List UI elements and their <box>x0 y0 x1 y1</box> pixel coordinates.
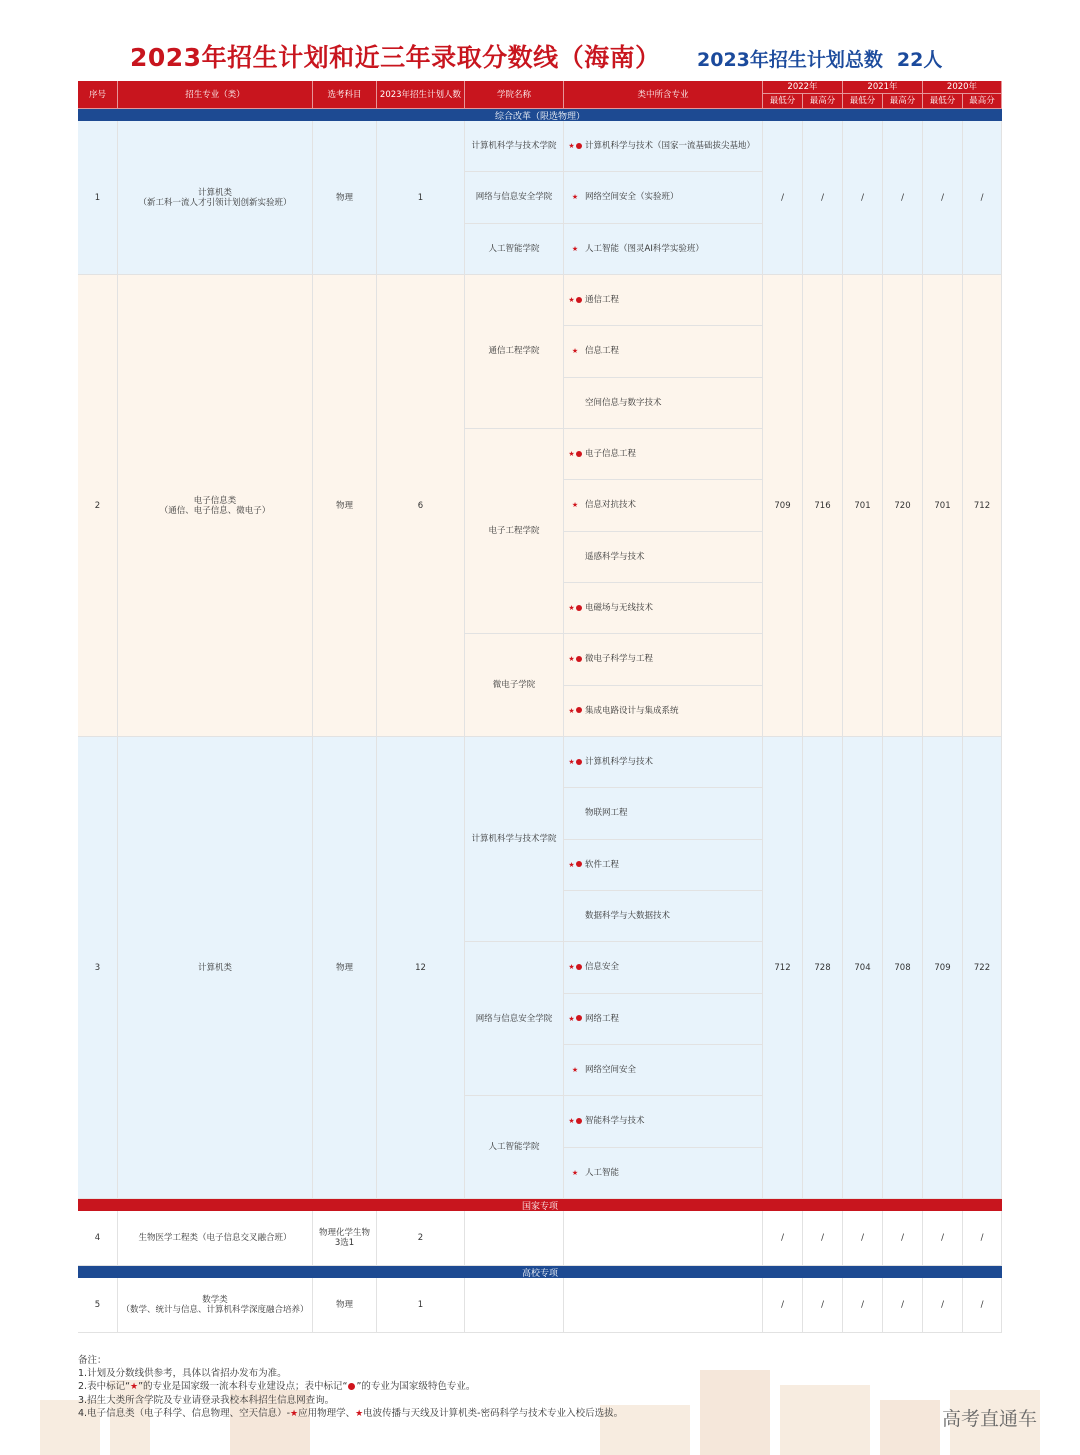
score-cell: 704 <box>843 737 883 1199</box>
included-major-name: 信息工程 <box>585 346 620 357</box>
included-major <box>564 994 763 1045</box>
included-major-name: 信息对抗技术 <box>585 500 637 511</box>
note-4-text-c: 电波传播与天线及计算机类-密码科学与技术专业入校后选拔。 <box>363 1408 624 1419</box>
notes-title: 备注： <box>78 1355 107 1366</box>
dot-icon <box>576 143 582 149</box>
major-markers <box>568 962 582 972</box>
star-icon: ★ <box>568 1014 575 1023</box>
college-name: 网络与信息安全学院 <box>465 172 564 223</box>
included-major <box>564 480 763 531</box>
page-title: 2023年招生计划和近三年录取分数线（海南） <box>130 43 661 72</box>
score-cell: / <box>883 121 923 275</box>
included-major <box>564 378 763 429</box>
major-markers <box>568 295 582 305</box>
score-cell: 716 <box>803 275 843 737</box>
college-name: 人工智能学院 <box>465 224 564 275</box>
dot-icon <box>576 1015 582 1021</box>
major-markers <box>568 192 582 202</box>
col-header-major: 招生专业（类） <box>118 81 313 109</box>
score-cell: / <box>923 1211 963 1266</box>
major-markers <box>568 1168 582 1178</box>
major-markers <box>568 654 582 664</box>
included-major-name: 集成电路设计与集成系统 <box>585 705 679 716</box>
dot-icon <box>576 707 582 713</box>
major-markers <box>568 1065 582 1075</box>
score-cell: 701 <box>923 275 963 737</box>
star-icon: ★ <box>568 860 575 869</box>
col-header-2021: 2021年 <box>843 81 923 94</box>
included-major <box>564 1096 763 1147</box>
included-major-name: 电磁场与无线技术 <box>585 603 654 614</box>
major-name-line1: 生物医学工程类（电子信息交叉融合班） <box>138 1233 292 1243</box>
notes <box>78 1354 623 1421</box>
included-major <box>564 942 763 993</box>
score-cell: / <box>843 1278 883 1333</box>
college-name: 计算机科学与技术学院 <box>465 121 564 172</box>
major-name-line2: （数学、统计与信息、计算机科学深度融合培养） <box>121 1305 309 1315</box>
score-cell: / <box>923 1278 963 1333</box>
row-subject: 物理 <box>313 275 377 737</box>
included-major-name: 网络空间安全（实验班） <box>585 192 679 203</box>
row-seq: 1 <box>78 121 118 275</box>
star-icon: ★ <box>568 963 575 972</box>
col-header-included: 类中所含专业 <box>564 81 763 109</box>
row-plan-count: 2 <box>377 1211 465 1266</box>
row-subject <box>313 1211 377 1266</box>
score-cell: / <box>803 1211 843 1266</box>
score-cell: 709 <box>923 737 963 1199</box>
college-name: 网络与信息安全学院 <box>465 942 564 1096</box>
star-icon: ★ <box>568 142 575 151</box>
college-name: 计算机科学与技术学院 <box>465 737 564 942</box>
score-cell: 722 <box>963 737 1002 1199</box>
score-cell: / <box>763 1211 803 1266</box>
plan-total-value: 22人 <box>896 49 943 71</box>
star-icon: ★ <box>568 1117 575 1126</box>
section-bar-university-special: 高校专项 <box>78 1266 1002 1278</box>
admission-table <box>78 81 1002 1333</box>
major-name-line2: （通信、电子信息、微电子） <box>159 505 271 516</box>
included-major <box>564 840 763 891</box>
major-markers <box>568 706 582 716</box>
col-header-min: 最低分 <box>923 94 963 109</box>
major-name-line1: 计算机类 <box>197 187 232 198</box>
col-header-min: 最低分 <box>763 94 803 109</box>
included-major <box>564 891 763 942</box>
dot-icon <box>348 1383 355 1390</box>
star-icon: ★ <box>568 450 575 459</box>
score-cell: 712 <box>763 737 803 1199</box>
major-markers <box>568 603 582 613</box>
star-icon: ★ <box>568 655 575 664</box>
star-icon: ★ <box>571 347 579 356</box>
score-cell: 708 <box>883 737 923 1199</box>
star-icon: ★ <box>571 1066 579 1075</box>
col-header-plan: 2023年招生计划人数 <box>377 81 465 109</box>
note-2-text-b: ”的专业是国家级一流本科专业建设点；表中标记“ <box>138 1381 348 1392</box>
row-plan-count: 1 <box>377 121 465 275</box>
score-cell: 728 <box>803 737 843 1199</box>
included-major-name: 计算机科学与技术 <box>585 757 654 768</box>
included-major <box>564 634 763 685</box>
col-header-2020: 2020年 <box>923 81 1002 94</box>
included-major-name: 空间信息与数字技术 <box>585 397 662 408</box>
dot-icon <box>576 656 582 662</box>
score-cell: / <box>763 1278 803 1333</box>
star-icon: ★ <box>130 1382 139 1392</box>
row-major-name <box>118 121 313 275</box>
dot-icon <box>576 964 582 970</box>
included-major <box>564 1148 763 1199</box>
score-cell: / <box>843 1211 883 1266</box>
major-name-line1: 数学类 <box>202 1295 228 1305</box>
star-icon: ★ <box>571 501 579 510</box>
row-seq: 2 <box>78 275 118 737</box>
row-major-name <box>118 275 313 737</box>
included-major-empty <box>564 1278 763 1333</box>
included-major <box>564 172 763 223</box>
plan-total <box>697 45 942 72</box>
note-4-text-b: 应用物理学、 <box>298 1408 356 1419</box>
college-name: 通信工程学院 <box>465 275 564 429</box>
note-2-text-c: ”的专业为国家级特色专业。 <box>356 1381 476 1392</box>
included-major <box>564 429 763 480</box>
included-major-name: 遥感科学与技术 <box>585 551 645 562</box>
subject-line1: 物理化学生物 <box>318 1228 370 1238</box>
included-major-name: 计算机科学与技术（国家一流基础拔尖基地） <box>585 141 756 152</box>
col-header-seq: 序号 <box>78 81 118 109</box>
note-4 <box>78 1407 623 1421</box>
college-name-empty <box>465 1278 564 1333</box>
star-icon: ★ <box>568 604 575 613</box>
dot-icon <box>576 759 582 765</box>
included-major-name: 软件工程 <box>585 859 620 870</box>
major-markers <box>568 244 582 254</box>
included-major-name: 网络工程 <box>585 1013 620 1024</box>
included-major-name: 网络空间安全 <box>585 1065 637 1076</box>
included-major <box>564 275 763 326</box>
included-major-name: 物联网工程 <box>585 808 628 819</box>
star-icon: ★ <box>568 706 575 715</box>
dot-icon <box>576 605 582 611</box>
included-major <box>564 532 763 583</box>
note-2-text-a: 2.表中标记“ <box>78 1381 130 1392</box>
row-plan-count: 1 <box>377 1278 465 1333</box>
included-major <box>564 737 763 788</box>
included-major <box>564 224 763 275</box>
score-cell: 720 <box>883 275 923 737</box>
included-major-name: 电子信息工程 <box>585 449 637 460</box>
star-icon: ★ <box>571 1168 579 1177</box>
included-major-name: 信息安全 <box>585 962 620 973</box>
section-bar-national-special: 国家专项 <box>78 1199 1002 1211</box>
included-major-name: 数据科学与大数据技术 <box>585 911 671 922</box>
included-major-name: 微电子科学与工程 <box>585 654 654 665</box>
dot-icon <box>576 451 582 457</box>
major-markers <box>568 1014 582 1024</box>
row-major-name <box>118 1211 313 1266</box>
row-seq: 3 <box>78 737 118 1199</box>
college-name-empty <box>465 1211 564 1266</box>
note-3: 3.招生大类所含学院及专业请登录我校本科招生信息网查询。 <box>78 1395 335 1406</box>
major-markers <box>568 1116 582 1126</box>
major-markers <box>568 757 582 767</box>
plan-total-label: 2023年招生计划总数 <box>697 49 883 71</box>
college-name: 微电子学院 <box>465 634 564 737</box>
score-cell: / <box>803 121 843 275</box>
row-subject: 物理 <box>313 737 377 1199</box>
watermark: 高考直通车 <box>942 1408 1038 1430</box>
major-markers <box>568 860 582 870</box>
col-header-min: 最低分 <box>843 94 883 109</box>
score-cell: 712 <box>963 275 1002 737</box>
star-icon: ★ <box>568 296 575 305</box>
score-cell: 701 <box>843 275 883 737</box>
row-seq: 4 <box>78 1211 118 1266</box>
major-markers <box>568 449 582 459</box>
included-major <box>564 1045 763 1096</box>
included-major-name: 人工智能 <box>585 1167 620 1178</box>
note-4-text-a: 4.电子信息类（电子科学、信息物理、空天信息）- <box>78 1408 290 1419</box>
score-cell: / <box>963 1211 1002 1266</box>
row-major-name <box>118 1278 313 1333</box>
included-major-name: 智能科学与技术 <box>585 1116 645 1127</box>
col-header-college: 学院名称 <box>465 81 564 109</box>
star-icon: ★ <box>568 758 575 767</box>
subject-line2: 3选1 <box>334 1238 355 1248</box>
score-cell: / <box>923 121 963 275</box>
major-name-line1: 电子信息类 <box>193 495 237 506</box>
row-plan-count: 6 <box>377 275 465 737</box>
note-2 <box>78 1380 623 1394</box>
row-seq: 5 <box>78 1278 118 1333</box>
star-icon: ★ <box>571 244 579 253</box>
included-major <box>564 583 763 634</box>
dot-icon <box>576 1118 582 1124</box>
col-header-max: 最高分 <box>883 94 923 109</box>
included-major <box>564 121 763 172</box>
included-major <box>564 686 763 737</box>
major-markers <box>568 141 582 151</box>
major-name-line1: 计算机类 <box>197 962 232 973</box>
note-1: 1.计划及分数线供参考，具体以省招办发布为准。 <box>78 1368 287 1379</box>
dot-icon <box>576 297 582 303</box>
score-cell: / <box>883 1211 923 1266</box>
col-header-subject: 选考科目 <box>313 81 377 109</box>
col-header-2022: 2022年 <box>763 81 843 94</box>
row-major-name <box>118 737 313 1199</box>
score-cell: / <box>883 1278 923 1333</box>
col-header-max: 最高分 <box>803 94 843 109</box>
score-cell: / <box>763 121 803 275</box>
college-name: 电子工程学院 <box>465 429 564 634</box>
college-name: 人工智能学院 <box>465 1096 564 1199</box>
row-plan-count: 12 <box>377 737 465 1199</box>
score-cell: 709 <box>763 275 803 737</box>
row-subject: 物理 <box>313 1278 377 1333</box>
major-name-line2: （新工科一流人才引领计划创新实验班） <box>138 197 292 208</box>
included-major <box>564 326 763 377</box>
included-major-name: 人工智能（图灵AI科学实验班） <box>585 243 704 254</box>
star-icon: ★ <box>290 1409 299 1419</box>
score-cell: / <box>803 1278 843 1333</box>
col-header-max: 最高分 <box>963 94 1002 109</box>
section-bar-comprehensive-reform: 综合改革（限选物理） <box>78 109 1002 121</box>
score-cell: / <box>963 1278 1002 1333</box>
dot-icon <box>576 861 582 867</box>
star-icon: ★ <box>355 1409 364 1419</box>
score-cell: / <box>963 121 1002 275</box>
included-major-empty <box>564 1211 763 1266</box>
score-cell: / <box>843 121 883 275</box>
star-icon: ★ <box>571 193 579 202</box>
row-subject: 物理 <box>313 121 377 275</box>
major-markers <box>568 346 582 356</box>
included-major-name: 通信工程 <box>585 295 620 306</box>
major-markers <box>568 500 582 510</box>
included-major <box>564 788 763 839</box>
